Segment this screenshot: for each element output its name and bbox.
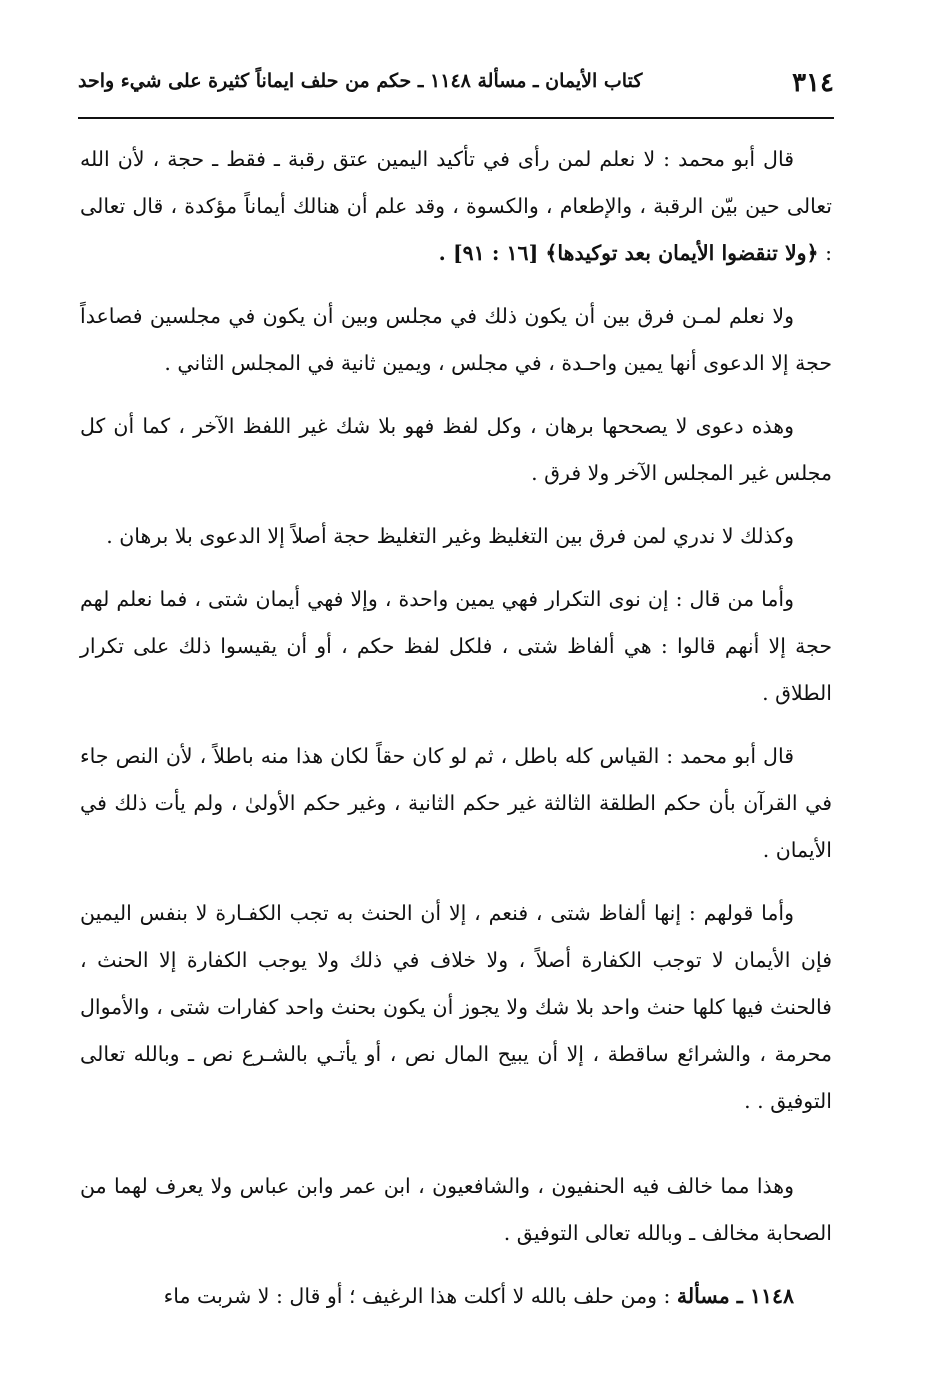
paragraph-1 <box>80 136 832 277</box>
page-number: ٣١٤ <box>792 68 834 98</box>
paragraph-1-text: قال أبو محمد : لا نعلم لمن رأى في تأكيد اليمين عتق رقبة ـ فقط ـ حجة ، لأن الله تعالى حين بيّن الرقبة ، والإطعام ، والكسوة ، وقد علم أن هنالك أيماناً مؤكدة ، قال تعالى : <box>80 147 832 265</box>
verse-reference: [١٦ : ٩١] . <box>438 241 546 265</box>
quran-verse: ﴿ولا تنقضوا الأيمان بعد توكيدها﴾ <box>545 241 819 265</box>
mas-ala-heading <box>80 1273 832 1320</box>
paragraph-2: ولا نعلم لمـن فرق بين أن يكون ذلك في مجلس وبين أن يكون في مجلسين فصاعداً حجة إلا الدعوى أنها يمين واحـدة ، في مجلس ، ويمين ثانية في المجلس الثاني . <box>80 304 832 375</box>
paragraph-6: قال أبو محمد : القياس كله باطل ، ثم لو كان حقاً لكان هذا منه باطلاً ، لأن النص جاء في القرآن بأن حكم الطلقة الثالثة غير حكم الثانية ، وغير حكم الأولىٰ ، ولم يأت ذلك في الأيمان . <box>80 744 832 862</box>
mas-ala-text: : ومن حلف بالله لا أكلت هذا الرغيف ؛ أو قال : لا شربت ماء <box>163 1284 677 1308</box>
paragraph-3: وهذه دعوى لا يصححها برهان ، وكل لفظ فهو بلا شك غير اللفظ الآخر ، كما أن كل مجلس غير المجلس الآخر ولا فرق . <box>80 414 832 485</box>
running-title: كتاب الأيمان ـ مسألة ١١٤٨ ـ حكم من حلف ايماناً كثيرة على شيء واحد <box>78 70 643 92</box>
paragraph-7: وأما قولهم : إنها ألفاظ شتى ، فنعم ، إلا أن الحنث به تجب الكفـارة لا بنفس اليمين فإن الأيمان لا توجب الكفارة أصلاً ، ولا خلاف في ذلك ولا يوجب الكفارة إلا الحنث ، فالحنث فيها كلها حنث واحد بلا شك ولا يجوز أن يكون بحنث واحد كفارات شتى ، والأموال محرمة ، والشرائع ساقطة ، إلا أن يبيح المال نص ، أو يأتـي بالشـرع نص ـ وبالله تعالى التوفيق . . <box>80 901 832 1113</box>
paragraph-5: وأما من قال : إن نوى التكرار فهي يمين واحدة ، وإلا فهي أيمان شتى ، فما نعلم لهم حجة إلا أنهم قالوا : هي ألفاظ شتى ، فلكل لفظ حكم ، أو أن يقيسوا ذلك على تكرار الطلاق . <box>80 587 832 705</box>
page-header <box>78 62 834 108</box>
main-text <box>80 136 832 1336</box>
paragraph-8: وهذا مما خالف فيه الحنفيون ، والشافعيون ، ابن عمر وابن عباس ولا يعرف لهما من الصحابة مخالف ـ وبالله تعالى التوفيق . <box>80 1174 832 1245</box>
paragraph-4: وكذلك لا ندري لمن فرق بين التغليظ وغير التغليظ حجة أصلاً إلا الدعوى بلا برهان . <box>106 524 794 548</box>
header-divider <box>78 117 834 119</box>
mas-ala-label: ١١٤٨ ـ مسألة <box>676 1284 794 1308</box>
